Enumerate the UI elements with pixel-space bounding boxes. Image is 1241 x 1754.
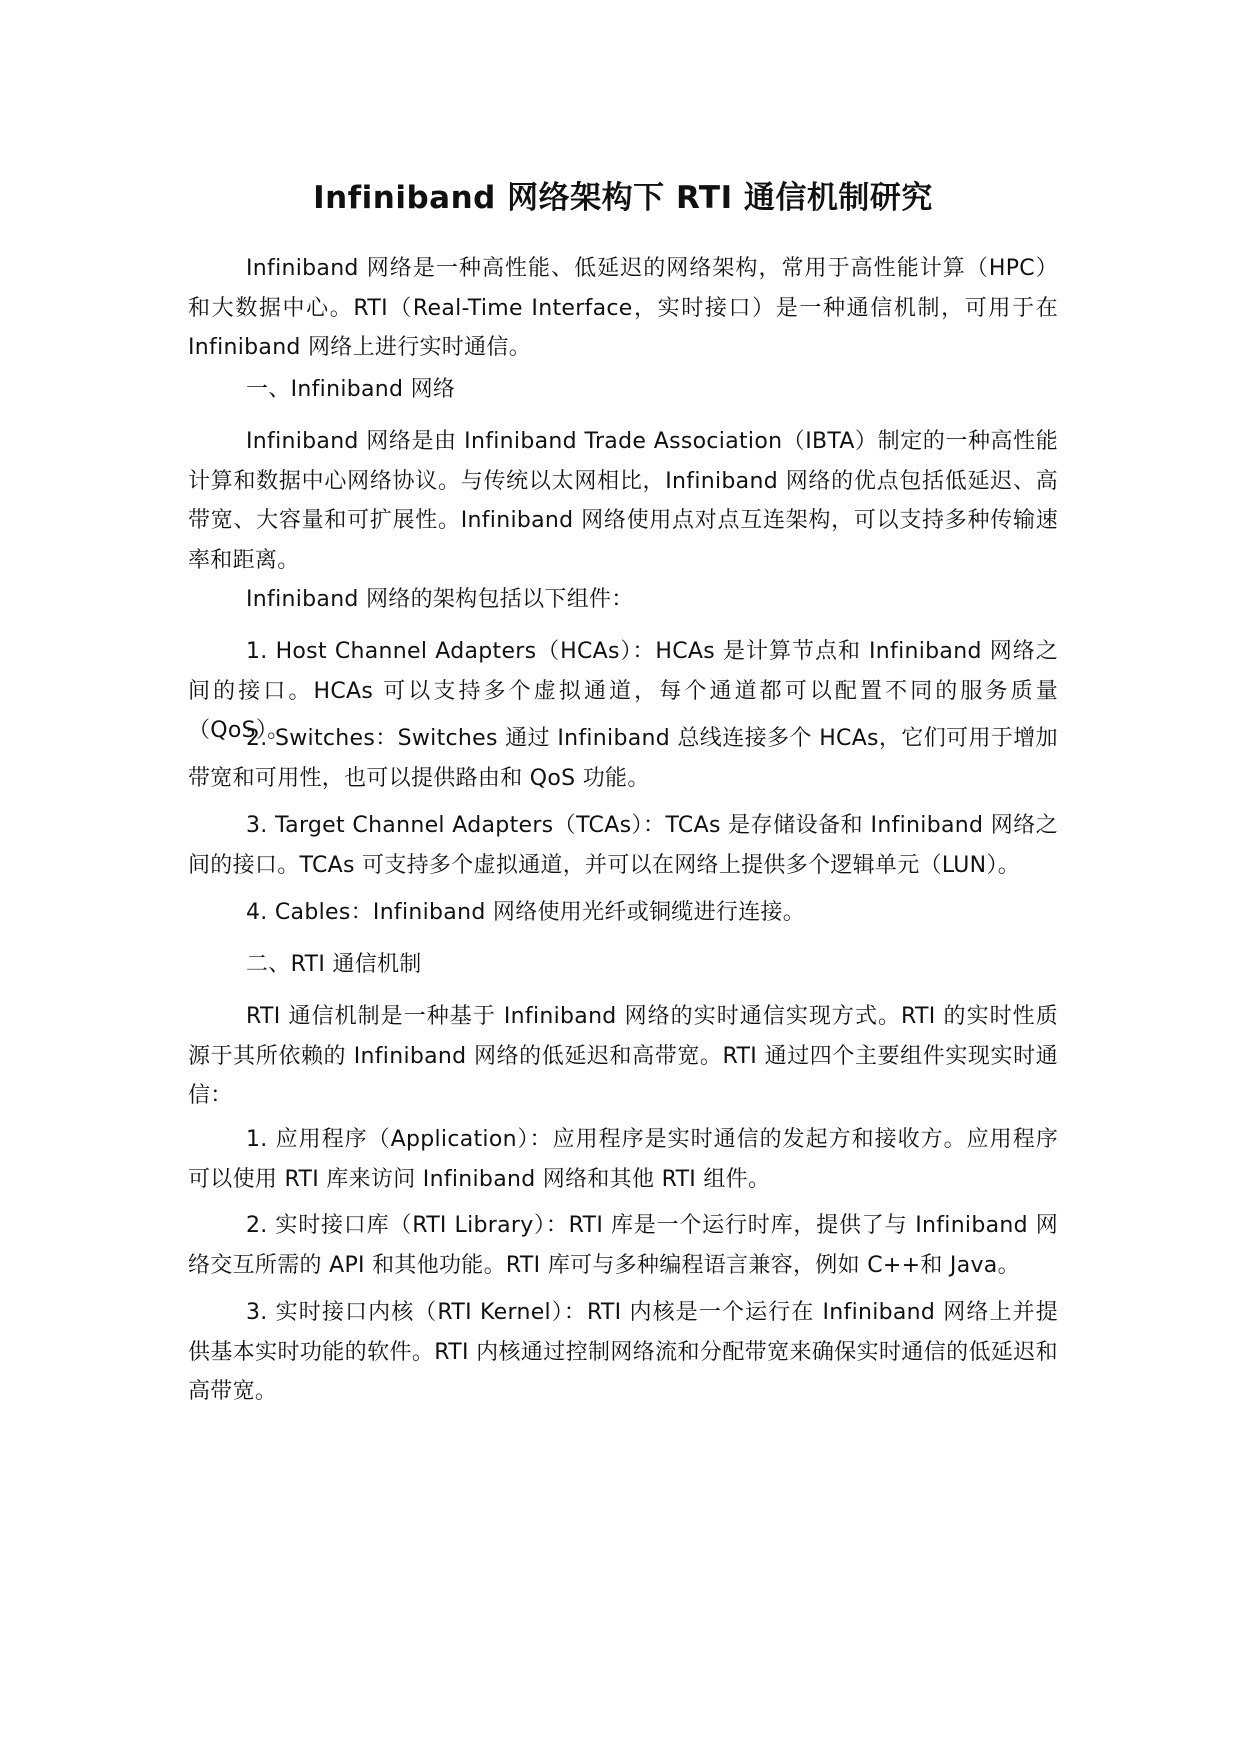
paragraph-rti-overview: RTI 通信机制是一种基于 Infiniband 网络的实时通信实现方式。RTI 的实时性质源于其所依赖的 Infiniband 网络的低延迟和高带宽。RTI 通过四个主要组件实现实时通信： — [188, 1004, 1058, 1108]
paragraph-components-intro: Infiniband 网络的架构包括以下组件： — [246, 587, 634, 612]
list-item-cables: 4. Cables：Infiniband 网络使用光纤或铜缆进行连接。 — [246, 900, 806, 925]
document-title: Infiniband 网络架构下 RTI 通信机制研究 — [313, 180, 933, 216]
list-item-rti-kernel: 3. 实时接口内核（RTI Kernel）：RTI 内核是一个运行在 Infiniband 网络上并提供基本实时功能的软件。RTI 内核通过控制网络流和分配带宽来确保实时通信的低延迟和高带宽。 — [188, 1300, 1058, 1404]
list-item-switches: 2. Switches：Switches 通过 Infiniband 总线连接多个 HCAs，它们可用于增加带宽和可用性，也可以提供路由和 QoS 功能。 — [188, 726, 1058, 791]
list-item-hca: 1. Host Channel Adapters（HCAs）：HCAs 是计算节点和 Infiniband 网络之间的接口。HCAs 可以支持多个虚拟通道，每个通道都可以配置不同的服务质量（QoS）。 — [188, 639, 1058, 743]
section-heading-rti: 二、RTI 通信机制 — [246, 952, 422, 977]
list-item-tca: 3. Target Channel Adapters（TCAs）：TCAs 是存储设备和 Infiniband 网络之间的接口。TCAs 可支持多个虚拟通道，并可以在网络上提供多个逻辑单元（LUN）。 — [188, 813, 1058, 878]
paragraph-intro: Infiniband 网络是一种高性能、低延迟的网络架构，常用于高性能计算（HPC）和大数据中心。RTI（Real-Time Interface，实时接口）是一种通信机制，可用于在 Infiniband 网络上进行实时通信。 — [188, 256, 1058, 360]
list-item-rti-library: 2. 实时接口库（RTI Library）：RTI 库是一个运行时库，提供了与 Infiniband 网络交互所需的 API 和其他功能。RTI 库可与多种编程语言兼容，例如 C++和 Java。 — [188, 1213, 1058, 1278]
section-heading-infiniband: 一、Infiniband 网络 — [246, 377, 456, 402]
paragraph-infiniband-overview: Infiniband 网络是由 Infiniband Trade Association（IBTA）制定的一种高性能计算和数据中心网络协议。与传统以太网相比，Infiniband 网络的优点包括低延迟、高带宽、大容量和可扩展性。Infiniband 网络使用点对点互连架构，可以支持多种传输速率和距离。 — [188, 429, 1058, 573]
list-item-application: 1. 应用程序（Application）：应用程序是实时通信的发起方和接收方。应用程序可以使用 RTI 库来访问 Infiniband 网络和其他 RTI 组件。 — [188, 1127, 1058, 1192]
